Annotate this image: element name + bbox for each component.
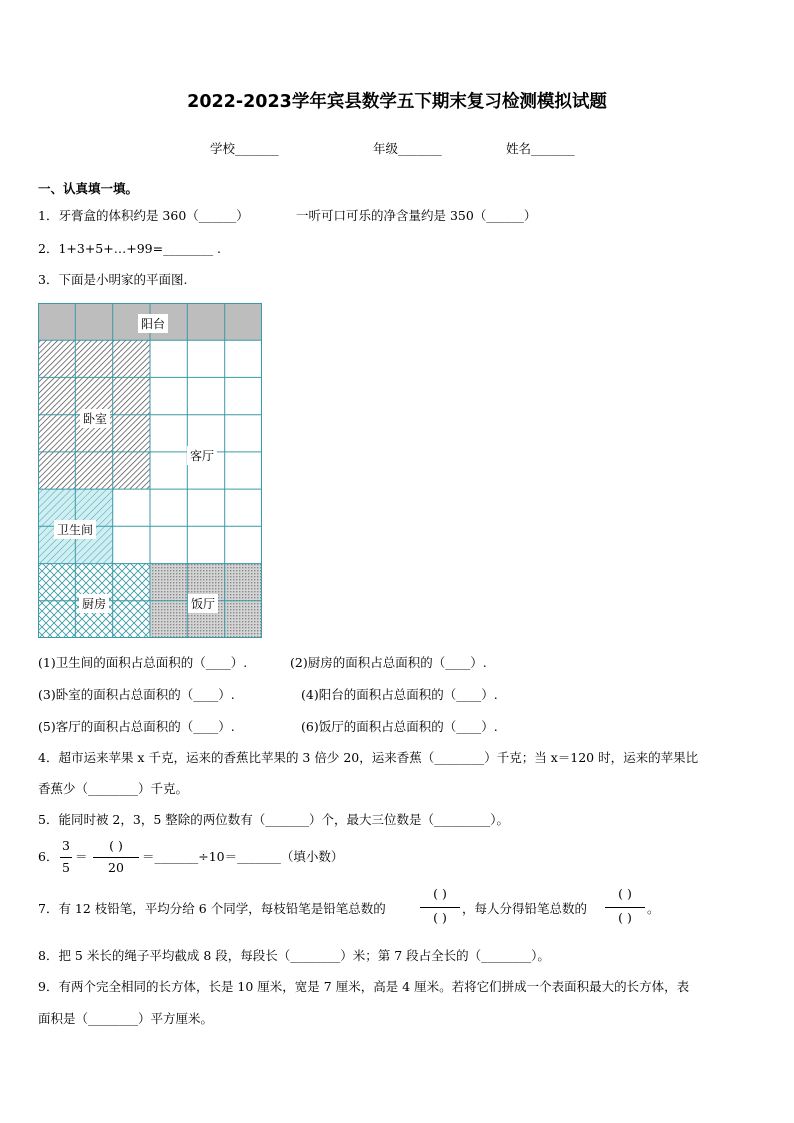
q7-fraction1-denominator: ( ) xyxy=(433,910,447,925)
question-7-part1: 7．有 12 枝铅笔，平均分给 6 个同学，每枝铅笔是铅笔总数的 xyxy=(38,901,386,916)
question-3-3: (3)卧室的面积占总面积的（____）. xyxy=(38,687,235,702)
q6-fraction1-bar xyxy=(60,857,72,858)
balcony-label: 阳台 xyxy=(138,314,168,333)
question-4-line2: 香蕉少（________）千克。 xyxy=(38,781,189,796)
question-4-line1: 4．超市运来苹果 x 千克，运来的香蕉比苹果的 3 倍少 20，运来香蕉（________）千克；当 x＝120 时，运来的苹果比 xyxy=(38,750,699,765)
question-5: 5．能同时被 2，3，5 整除的两位数有（_______）个，最大三位数是（_________）。 xyxy=(38,812,510,827)
q6-fraction2-numerator: ( ) xyxy=(109,838,123,853)
bedroom-label: 卧室 xyxy=(80,409,110,428)
q6-equals: ＝ xyxy=(75,849,88,864)
q6-fraction2-denominator: 20 xyxy=(108,860,124,875)
q6-rest: ＝_______÷10＝_______（填小数） xyxy=(142,849,344,864)
dining-room-label: 饭厅 xyxy=(188,594,218,613)
kitchen-label: 厨房 xyxy=(79,594,109,613)
question-6-number: 6． xyxy=(38,849,59,864)
school-field: 学校_______ xyxy=(210,141,279,156)
question-9-line2: 面积是（________）平方厘米。 xyxy=(38,1011,214,1026)
q7-fraction2-denominator: ( ) xyxy=(618,910,632,925)
question-1a: 1．牙膏盒的体积约是 360（______） xyxy=(38,208,249,223)
question-3-5: (5)客厅的面积占总面积的（____）. xyxy=(38,719,235,734)
q7-fraction2-bar xyxy=(605,907,645,908)
question-2: 2．1+3+5+…+99=________ . xyxy=(38,241,222,256)
floor-plan xyxy=(38,303,262,638)
question-7-part2: ，每人分得铅笔总数的 xyxy=(462,901,588,916)
section-heading: 一、认真填一填。 xyxy=(38,181,139,196)
q7-fraction1-bar xyxy=(420,907,460,908)
question-3-4: (4)阳台的面积占总面积的（____）. xyxy=(301,687,498,702)
question-7-end: 。 xyxy=(647,901,660,916)
question-3-1: (1)卫生间的面积占总面积的（____）. xyxy=(38,655,248,670)
q7-fraction1-numerator: ( ) xyxy=(433,886,447,901)
question-3-intro: 3．下面是小明家的平面图. xyxy=(38,272,188,287)
question-9-line1: 9．有两个完全相同的长方体，长是 10 厘米，宽是 7 厘米，高是 4 厘米。若将它们拼成一个表面积最大的长方体，表 xyxy=(38,979,690,994)
q6-fraction2-bar xyxy=(93,857,139,858)
q6-fraction1-numerator: 3 xyxy=(62,838,70,853)
question-3-6: (6)饭厅的面积占总面积的（____）. xyxy=(301,719,498,734)
q6-fraction1-denominator: 5 xyxy=(62,860,70,875)
grade-field: 年级_______ xyxy=(373,141,442,156)
question-3-2: (2)厨房的面积占总面积的（____）. xyxy=(290,655,487,670)
floor-plan-svg xyxy=(38,303,262,638)
question-8: 8．把 5 米长的绳子平均截成 8 段，每段长（________）米；第 7 段占全长的（________）。 xyxy=(38,948,550,963)
bathroom-label: 卫生间 xyxy=(54,520,96,539)
name-field: 姓名_______ xyxy=(506,141,575,156)
page-title: 2022-2023学年宾县数学五下期末复习检测模拟试题 xyxy=(187,92,607,112)
question-1b: 一听可口可乐的净含量约是 350（______） xyxy=(296,208,537,223)
living-room-label: 客厅 xyxy=(187,446,217,465)
q7-fraction2-numerator: ( ) xyxy=(618,886,632,901)
